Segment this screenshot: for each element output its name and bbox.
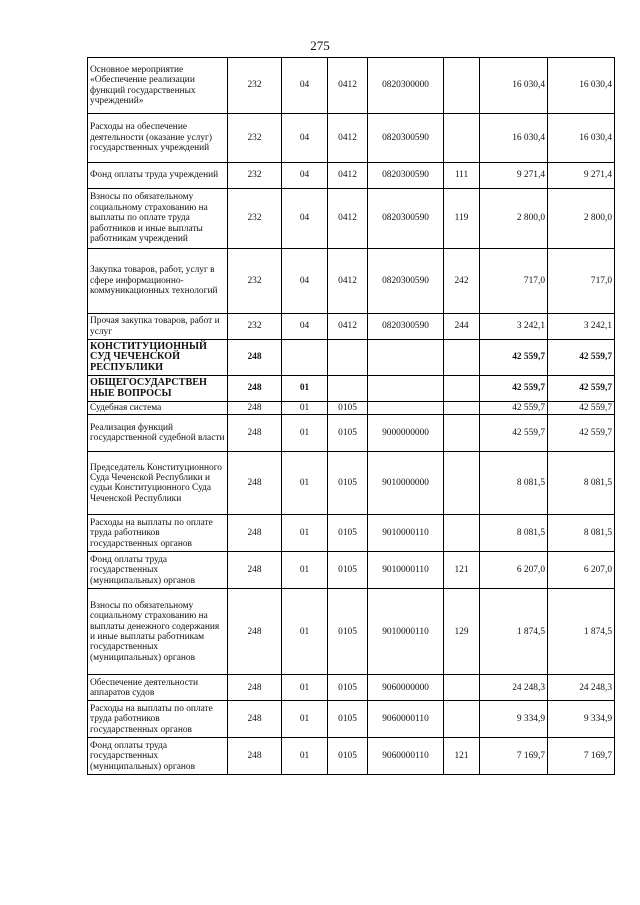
section-code-cell: 04: [282, 114, 328, 163]
subsection-code-cell: 0105: [328, 738, 368, 775]
expense-code-cell: [444, 452, 480, 515]
ministry-code-cell: 248: [228, 589, 282, 675]
expense-code-cell: [444, 402, 480, 415]
ministry-code-cell: 232: [228, 114, 282, 163]
subsection-code-cell: 0412: [328, 163, 368, 189]
expense-code-cell: [444, 376, 480, 402]
section-code-cell: 01: [282, 738, 328, 775]
expense-code-cell: [444, 515, 480, 552]
amount-year-1-cell: 8 081,5: [480, 515, 548, 552]
row-name-cell: ОБЩЕГОСУДАРСТВЕН НЫЕ ВОПРОСЫ: [88, 376, 228, 402]
target-code-cell: 9060000110: [368, 738, 444, 775]
table-row: [88, 552, 615, 589]
subsection-code-cell: 0412: [328, 249, 368, 314]
section-code-cell: 01: [282, 589, 328, 675]
section-code-cell: 01: [282, 701, 328, 738]
page-number: 275: [310, 38, 330, 53]
budget-table: [87, 57, 615, 775]
amount-year-2-cell: 42 559,7: [548, 340, 615, 376]
expense-code-cell: 121: [444, 552, 480, 589]
ministry-code-cell: 248: [228, 340, 282, 376]
table-row: [88, 738, 615, 775]
section-code-cell: 04: [282, 163, 328, 189]
ministry-code-cell: 248: [228, 415, 282, 452]
expense-code-cell: [444, 701, 480, 738]
amount-year-1-cell: 7 169,7: [480, 738, 548, 775]
subsection-code-cell: 0105: [328, 415, 368, 452]
amount-year-2-cell: 1 874,5: [548, 589, 615, 675]
amount-year-1-cell: 16 030,4: [480, 114, 548, 163]
section-code-cell: [282, 340, 328, 376]
table-row: [88, 515, 615, 552]
ministry-code-cell: 232: [228, 163, 282, 189]
subsection-code-cell: 0412: [328, 189, 368, 249]
section-code-cell: 01: [282, 402, 328, 415]
table-row: [88, 402, 615, 415]
subsection-code-cell: 0105: [328, 402, 368, 415]
table-row: [88, 58, 615, 114]
table-row: [88, 589, 615, 675]
ministry-code-cell: 248: [228, 376, 282, 402]
target-code-cell: 0820300590: [368, 314, 444, 340]
subsection-code-cell: [328, 376, 368, 402]
expense-code-cell: [444, 675, 480, 701]
section-code-cell: 01: [282, 675, 328, 701]
expense-code-cell: [444, 415, 480, 452]
section-code-cell: 01: [282, 552, 328, 589]
table-row: [88, 340, 615, 376]
target-code-cell: 0820300590: [368, 114, 444, 163]
subsection-code-cell: 0412: [328, 314, 368, 340]
target-code-cell: [368, 376, 444, 402]
amount-year-1-cell: 42 559,7: [480, 376, 548, 402]
subsection-code-cell: 0105: [328, 515, 368, 552]
amount-year-2-cell: 42 559,7: [548, 376, 615, 402]
table-body: [88, 58, 615, 775]
target-code-cell: 9010000110: [368, 515, 444, 552]
amount-year-2-cell: 3 242,1: [548, 314, 615, 340]
ministry-code-cell: 248: [228, 552, 282, 589]
expense-code-cell: 242: [444, 249, 480, 314]
target-code-cell: 9010000110: [368, 589, 444, 675]
table-row: [88, 314, 615, 340]
section-code-cell: 04: [282, 189, 328, 249]
target-code-cell: 0820300590: [368, 189, 444, 249]
section-code-cell: 04: [282, 58, 328, 114]
target-code-cell: 9010000000: [368, 452, 444, 515]
ministry-code-cell: 248: [228, 738, 282, 775]
row-name-cell: Судебная система: [88, 402, 228, 415]
amount-year-2-cell: 42 559,7: [548, 402, 615, 415]
section-code-cell: 01: [282, 515, 328, 552]
amount-year-1-cell: 1 874,5: [480, 589, 548, 675]
table-row: [88, 452, 615, 515]
target-code-cell: 9000000000: [368, 415, 444, 452]
row-name-cell: Председатель Конституционного Суда Чеченской Республики и судьи Конституционного Суда Чеченской Республики: [88, 452, 228, 515]
section-code-cell: 01: [282, 376, 328, 402]
table-row: [88, 376, 615, 402]
row-name-cell: Расходы на выплаты по оплате труда работников государственных органов: [88, 515, 228, 552]
amount-year-1-cell: 6 207,0: [480, 552, 548, 589]
subsection-code-cell: [328, 340, 368, 376]
amount-year-1-cell: 42 559,7: [480, 415, 548, 452]
subsection-code-cell: 0412: [328, 58, 368, 114]
table-row: [88, 249, 615, 314]
row-name-cell: Взносы по обязательному социальному страхованию на выплаты по оплате труда работников и иные выплаты работникам учреждений: [88, 189, 228, 249]
table-row: [88, 163, 615, 189]
amount-year-1-cell: 42 559,7: [480, 340, 548, 376]
table-row: [88, 675, 615, 701]
row-name-cell: Расходы на обеспечение деятельности (оказание услуг) государственных учреждений: [88, 114, 228, 163]
expense-code-cell: 111: [444, 163, 480, 189]
amount-year-2-cell: 6 207,0: [548, 552, 615, 589]
row-name-cell: Фонд оплаты труда государственных (муниципальных) органов: [88, 738, 228, 775]
ministry-code-cell: 248: [228, 701, 282, 738]
target-code-cell: 9060000000: [368, 675, 444, 701]
amount-year-2-cell: 8 081,5: [548, 452, 615, 515]
target-code-cell: [368, 402, 444, 415]
expense-code-cell: 129: [444, 589, 480, 675]
target-code-cell: [368, 340, 444, 376]
expense-code-cell: 244: [444, 314, 480, 340]
ministry-code-cell: 232: [228, 249, 282, 314]
subsection-code-cell: 0105: [328, 675, 368, 701]
amount-year-1-cell: 8 081,5: [480, 452, 548, 515]
amount-year-2-cell: 9 271,4: [548, 163, 615, 189]
ministry-code-cell: 248: [228, 675, 282, 701]
amount-year-1-cell: 2 800,0: [480, 189, 548, 249]
expense-code-cell: [444, 58, 480, 114]
ministry-code-cell: 248: [228, 515, 282, 552]
row-name-cell: Закупка товаров, работ, услуг в сфере информационно-коммуникационных технологий: [88, 249, 228, 314]
section-code-cell: 01: [282, 452, 328, 515]
target-code-cell: 9010000110: [368, 552, 444, 589]
subsection-code-cell: 0105: [328, 452, 368, 515]
expense-code-cell: 119: [444, 189, 480, 249]
amount-year-1-cell: 717,0: [480, 249, 548, 314]
row-name-cell: Обеспечение деятельности аппаратов судов: [88, 675, 228, 701]
amount-year-2-cell: 717,0: [548, 249, 615, 314]
target-code-cell: 9060000110: [368, 701, 444, 738]
table-row: [88, 701, 615, 738]
expense-code-cell: 121: [444, 738, 480, 775]
amount-year-2-cell: 2 800,0: [548, 189, 615, 249]
amount-year-1-cell: 24 248,3: [480, 675, 548, 701]
section-code-cell: 04: [282, 314, 328, 340]
section-code-cell: 04: [282, 249, 328, 314]
amount-year-1-cell: 42 559,7: [480, 402, 548, 415]
expense-code-cell: [444, 340, 480, 376]
subsection-code-cell: 0105: [328, 701, 368, 738]
row-name-cell: Фонд оплаты труда учреждений: [88, 163, 228, 189]
row-name-cell: Основное мероприятие «Обеспечение реализации функций государственных учреждений»: [88, 58, 228, 114]
expense-code-cell: [444, 114, 480, 163]
amount-year-2-cell: 42 559,7: [548, 415, 615, 452]
amount-year-2-cell: 7 169,7: [548, 738, 615, 775]
amount-year-2-cell: 24 248,3: [548, 675, 615, 701]
amount-year-2-cell: 9 334,9: [548, 701, 615, 738]
row-name-cell: Фонд оплаты труда государственных (муниципальных) органов: [88, 552, 228, 589]
amount-year-1-cell: 9 271,4: [480, 163, 548, 189]
amount-year-2-cell: 16 030,4: [548, 114, 615, 163]
target-code-cell: 0820300590: [368, 249, 444, 314]
table-row: [88, 415, 615, 452]
row-name-cell: Прочая закупка товаров, работ и услуг: [88, 314, 228, 340]
row-name-cell: Взносы по обязательному социальному страхованию на выплаты денежного содержания и иные выплаты работникам государственных (муниципальных) органов: [88, 589, 228, 675]
ministry-code-cell: 232: [228, 58, 282, 114]
target-code-cell: 0820300000: [368, 58, 444, 114]
row-name-cell: КОНСТИТУЦИОННЫЙ СУД ЧЕЧЕНСКОЙ РЕСПУБЛИКИ: [88, 340, 228, 376]
table-row: [88, 114, 615, 163]
ministry-code-cell: 248: [228, 452, 282, 515]
row-name-cell: Реализация функций государственной судебной власти: [88, 415, 228, 452]
section-code-cell: 01: [282, 415, 328, 452]
amount-year-1-cell: 9 334,9: [480, 701, 548, 738]
ministry-code-cell: 232: [228, 189, 282, 249]
ministry-code-cell: 232: [228, 314, 282, 340]
amount-year-2-cell: 16 030,4: [548, 58, 615, 114]
subsection-code-cell: 0105: [328, 552, 368, 589]
ministry-code-cell: 248: [228, 402, 282, 415]
subsection-code-cell: 0105: [328, 589, 368, 675]
amount-year-1-cell: 3 242,1: [480, 314, 548, 340]
amount-year-1-cell: 16 030,4: [480, 58, 548, 114]
row-name-cell: Расходы на выплаты по оплате труда работников государственных органов: [88, 701, 228, 738]
amount-year-2-cell: 8 081,5: [548, 515, 615, 552]
target-code-cell: 0820300590: [368, 163, 444, 189]
subsection-code-cell: 0412: [328, 114, 368, 163]
table-row: [88, 189, 615, 249]
